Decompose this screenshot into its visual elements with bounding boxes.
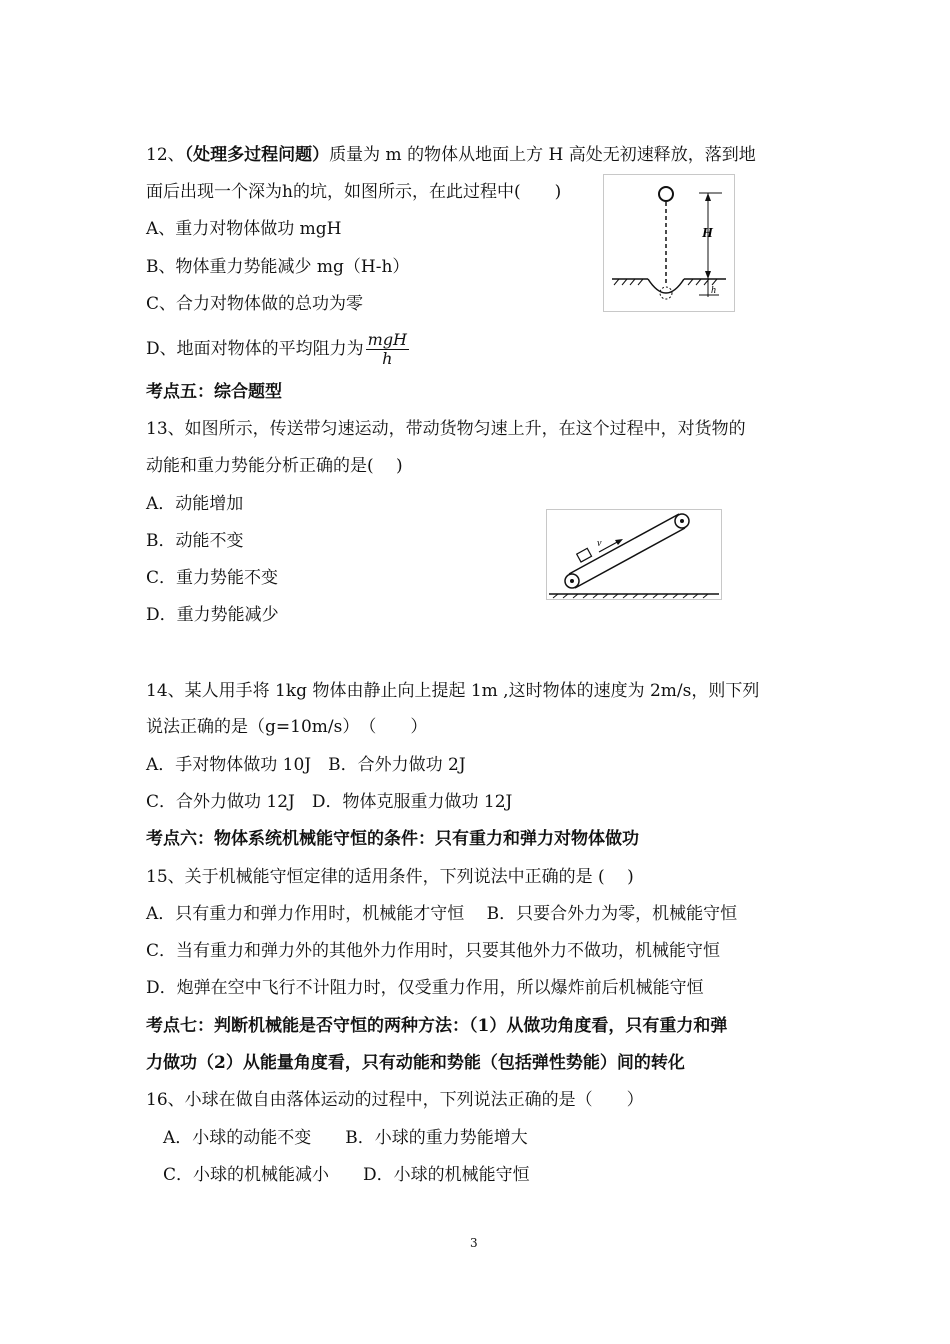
q12-text-a: 质量为 m 的物体从地面上方 H 高处无初速释放，落到地 bbox=[329, 145, 756, 165]
label-v: v bbox=[597, 538, 602, 549]
fraction-numerator: mgH bbox=[367, 330, 408, 349]
q16-line-1: 16、小球在做自由落体运动的过程中，下列说法正确的是（ ） bbox=[146, 1090, 644, 1110]
q12-option-c: C、合力对物体做的总功为零 bbox=[146, 294, 364, 314]
q13-option-b: B．动能不变 bbox=[146, 531, 244, 551]
fraction bbox=[366, 331, 409, 368]
q15-option-d: D．炮弹在空中飞行不计阻力时，仅受重力作用，所以爆炸前后机械能守恒 bbox=[146, 978, 704, 998]
q14-options-ab: A．手对物体做功 10J B．合外力做功 2J bbox=[146, 755, 466, 775]
q12-tag: （处理多过程问题） bbox=[184, 145, 330, 165]
pit-diagram bbox=[604, 175, 734, 311]
q13-option-d: D．重力势能减少 bbox=[146, 605, 279, 625]
q13-option-a: A．动能增加 bbox=[146, 494, 244, 514]
section-7-heading-1: 考点七：判断机械能是否守恒的两种方法：（1）从做功角度看，只有重力和弹 bbox=[146, 1016, 728, 1036]
section-6-heading: 考点六：物体系统机械能守恒的条件：只有重力和弹力对物体做功 bbox=[146, 829, 639, 849]
q15-line-1: 15、关于机械能守恒定律的适用条件，下列说法中正确的是 ( ) bbox=[146, 867, 634, 887]
page-number: 3 bbox=[470, 1236, 478, 1250]
section-7-heading-2: 力做功（2）从能量角度看，只有动能和势能（包括弹性势能）间的转化 bbox=[146, 1053, 685, 1073]
q16-options-cd: C．小球的机械能减小 D．小球的机械能守恒 bbox=[163, 1165, 530, 1185]
q15-options-ab: A．只有重力和弹力作用时，机械能才守恒 B．只要合外力为零，机械能守恒 bbox=[146, 904, 738, 924]
q12-option-d bbox=[146, 326, 409, 372]
q14-options-cd: C．合外力做功 12J D．物体克服重力做功 12J bbox=[146, 792, 513, 812]
fraction-denominator: h bbox=[382, 349, 393, 368]
q12-number: 12、 bbox=[146, 145, 185, 165]
q13-line-2: 动能和重力势能分析正确的是( ) bbox=[146, 456, 403, 476]
q12-line-1 bbox=[146, 144, 756, 166]
conveyor-diagram bbox=[547, 510, 721, 599]
q14-line-1: 14、某人用手将 1kg 物体由静止向上提起 1m ,这时物体的速度为 2m/s，则下列 bbox=[146, 681, 760, 701]
pit-figure bbox=[603, 174, 735, 312]
q13-line-1: 13、如图所示，传送带匀速运动，带动货物匀速上升，在这个过程中，对货物的 bbox=[146, 419, 746, 439]
q15-option-c: C．当有重力和弹力外的其他外力作用时，只要其他外力不做功，机械能守恒 bbox=[146, 941, 721, 961]
section-5-heading: 考点五：综合题型 bbox=[146, 382, 282, 402]
q12-option-a: A、重力对物体做功 mgH bbox=[146, 219, 342, 239]
label-H: H bbox=[702, 226, 713, 241]
conveyor-figure bbox=[546, 509, 722, 600]
label-h: h bbox=[711, 285, 716, 296]
q16-options-ab: A．小球的动能不变 B．小球的重力势能增大 bbox=[163, 1128, 528, 1148]
q12-option-b: B、物体重力势能减少 mg（H-h） bbox=[146, 257, 410, 277]
q12-line-2: 面后出现一个深为h的坑，如图所示，在此过程中( ) bbox=[146, 182, 562, 202]
q13-option-c: C．重力势能不变 bbox=[146, 568, 279, 588]
q14-line-2: 说法正确的是（g=10m/s） （ ） bbox=[146, 717, 428, 737]
q12-option-d-text: D、地面对物体的平均阻力为 bbox=[146, 339, 364, 359]
